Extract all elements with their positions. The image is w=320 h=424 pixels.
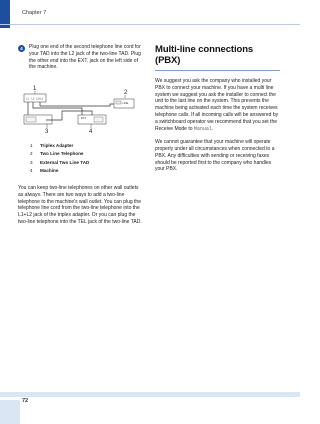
body-paragraph-left: You can keep two-line telephones on other wall outlets as always. There are two ways to add a two-line telephone to the machine's wall outlet. You can plug the telephone line cord from the two-line telephone into the L1+L2 jack of the triplex adapter. Or you can plug the two-line telephone into the TEL jack of the two-line TAD. [18,185,142,225]
legend-number: 4 [30,168,33,174]
page-number: 72 [22,398,29,404]
left-column [18,44,143,71]
legend-number: 3 [30,159,33,165]
heading-rule [155,70,280,71]
legend-label: External Two Line TAD [40,159,90,165]
footer-tab [0,400,20,424]
legend-label: Triplex Adapter [40,143,74,148]
label-l1: L1 [26,97,29,101]
legend-item [30,167,140,175]
step-text: Plug one end of the second telephone line cord for your TAD into the L2 jack of the two-line TAD. Plug the other end into the EXT. jack on the left side of the machine. [29,44,141,71]
label-l1-l2: L1+L2 [36,97,44,101]
callout-1: 1 [33,86,37,92]
legend-item [30,150,140,158]
legend-label: Two Line Telephone [40,151,84,157]
legend-item [30,142,140,150]
legend-label: Machine [40,168,59,174]
diagram-legend [30,142,140,176]
receive-mode-value: Manual [193,125,212,132]
callout-2: 2 [124,90,128,96]
connection-diagram [22,84,137,134]
callout-3: 3 [45,129,49,134]
footer-bar [0,392,300,397]
pbx-paragraph-1-end: . [211,125,214,132]
callout-4: 4 [89,129,93,134]
step-number-badge: 4 [18,45,25,52]
label-ext: EXT. [81,117,87,120]
pbx-paragraph-1 [155,78,280,132]
chapter-label: Chapter 7 [22,10,47,16]
section-heading: Multi-line connections (PBX) [155,44,254,66]
step-4 [18,44,143,71]
pbx-paragraph-1-text: We suggest you ask the company who installed your PBX to connect your machine. If you have a multi line system we suggest you ask the installer to connect the unit to the last line on the system. This prevents the machine being activated each time the system receives telephone calls. If all incoming calls will be answered by a switchboard operator we recommend that you set the Receive Mode to [155,78,279,132]
header-rule [0,24,300,25]
right-column [155,44,280,180]
legend-item [30,159,140,167]
label-line: LINE [122,102,129,105]
legend-number: 1 [30,143,33,148]
legend-number: 2 [30,151,33,157]
label-l2: L2 [31,97,35,101]
pbx-paragraph-2: We cannot guarantee that your machine will operate properly under all circumstances when connected to a PBX. Any difficulties with sending or receiving faxes should be reported first to the company who handles your PBX. [155,139,275,173]
